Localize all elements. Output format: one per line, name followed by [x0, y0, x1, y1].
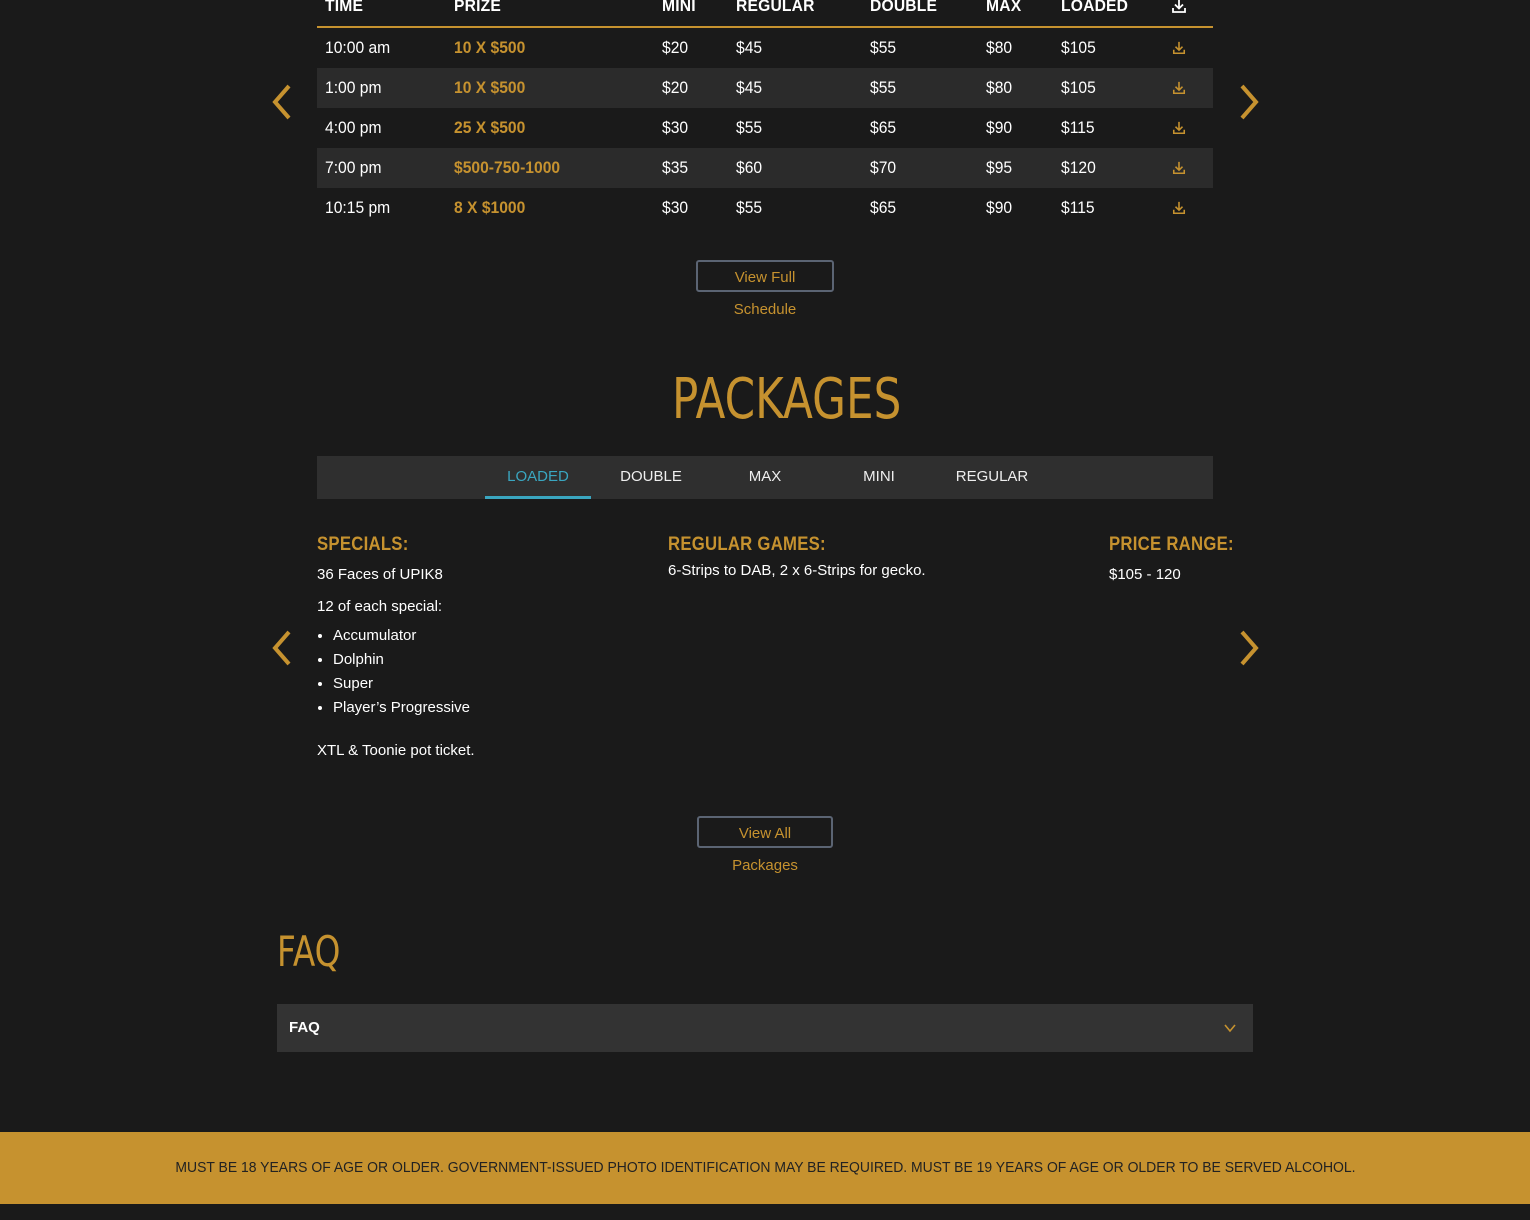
- download-icon[interactable]: [1171, 0, 1187, 14]
- price-range-heading: PRICE RANGE:: [1109, 534, 1234, 555]
- cell-mini: $20: [662, 78, 689, 97]
- table-row: [317, 108, 1213, 148]
- cell-regular: $45: [736, 78, 763, 97]
- specials-line-1: 36 Faces of UPIK8: [317, 566, 443, 583]
- header-regular: REGULAR: [736, 0, 815, 15]
- specials-heading: SPECIALS:: [317, 534, 409, 555]
- table-row: [317, 28, 1213, 68]
- tab-max[interactable]: MAX: [748, 468, 782, 485]
- cell-double: $65: [870, 118, 897, 137]
- cell-mini: $30: [662, 198, 689, 217]
- cell-prize: 10 X $500: [454, 38, 526, 57]
- cell-time: 1:00 pm: [325, 78, 382, 97]
- header-mini: MINI: [662, 0, 696, 15]
- tab-regular[interactable]: REGULAR: [955, 468, 1029, 485]
- download-icon[interactable]: [1172, 161, 1186, 175]
- download-icon[interactable]: [1172, 121, 1186, 135]
- cell-double: $55: [870, 78, 897, 97]
- list-item: • Accumulator: [333, 624, 470, 648]
- header-prize: PRIZE: [454, 0, 501, 15]
- cell-regular: $60: [736, 158, 763, 177]
- cell-regular: $55: [736, 198, 763, 217]
- list-item: • Player’s Progressive: [333, 696, 470, 720]
- cell-time: 4:00 pm: [325, 118, 382, 137]
- cell-prize: 10 X $500: [454, 78, 526, 97]
- cell-prize: $500-750-1000: [454, 158, 561, 177]
- cell-mini: $20: [662, 38, 689, 57]
- chevron-left-icon: [270, 629, 294, 667]
- cell-regular: $55: [736, 118, 763, 137]
- table-row: [317, 68, 1213, 108]
- header-loaded: LOADED: [1061, 0, 1129, 15]
- chevron-down-icon: [1223, 1021, 1237, 1035]
- cell-mini: $35: [662, 158, 689, 177]
- schedule-table: [317, 0, 1213, 228]
- cell-double: $55: [870, 38, 897, 57]
- cell-time: 10:00 am: [325, 38, 391, 57]
- schedule-prev-button[interactable]: [268, 82, 296, 122]
- packages-prev-button[interactable]: [268, 628, 296, 668]
- cell-loaded: $115: [1061, 198, 1095, 217]
- list-item: • Dolphin: [333, 648, 470, 672]
- regular-games-text: 6-Strips to DAB, 2 x 6-Strips for gecko.: [668, 562, 926, 579]
- tab-mini[interactable]: MINI: [863, 468, 895, 485]
- schedule-header-row: [317, 0, 1213, 28]
- packages-next-button[interactable]: [1235, 628, 1263, 668]
- cell-loaded: $105: [1061, 78, 1096, 97]
- table-row: [317, 188, 1213, 228]
- faq-accordion-item[interactable]: [277, 1004, 1253, 1052]
- disclaimer-text: MUST BE 18 YEARS OF AGE OR OLDER. GOVERNMENT-ISSUED PHOTO IDENTIFICATION MAY BE REQUIRED. MUST BE 19 YEARS OF AGE OR OLDER TO BE SERVED ALCOHOL.: [174, 1159, 1356, 1176]
- download-icon[interactable]: [1172, 201, 1186, 215]
- packages-title: PACKAGES: [672, 367, 902, 432]
- cell-mini: $30: [662, 118, 689, 137]
- specials-line-2: 12 of each special:: [317, 598, 443, 615]
- cell-time: 7:00 pm: [325, 158, 382, 177]
- faq-item-label: FAQ: [289, 1019, 320, 1036]
- cell-max: $80: [986, 38, 1013, 57]
- cell-max: $80: [986, 78, 1013, 97]
- faq-title: FAQ: [277, 927, 341, 976]
- chevron-left-icon: [270, 83, 294, 121]
- specials-line-3: XTL & Toonie pot ticket.: [317, 742, 475, 759]
- tab-loaded[interactable]: LOADED: [485, 456, 591, 499]
- cell-double: $65: [870, 198, 897, 217]
- tab-double[interactable]: DOUBLE: [620, 468, 682, 485]
- cell-prize: 25 X $500: [454, 118, 526, 137]
- chevron-right-icon: [1237, 629, 1261, 667]
- download-icon[interactable]: [1172, 41, 1186, 55]
- price-range-text: $105 - 120: [1109, 566, 1181, 583]
- list-item: • Super: [333, 672, 470, 696]
- chevron-right-icon: [1237, 83, 1261, 121]
- header-max: MAX: [986, 0, 1022, 15]
- specials-list: [317, 624, 470, 720]
- cell-max: $90: [986, 118, 1013, 137]
- cell-max: $90: [986, 198, 1013, 217]
- schedule-next-button[interactable]: [1235, 82, 1263, 122]
- regular-games-heading: REGULAR GAMES:: [668, 534, 826, 555]
- header-time: TIME: [325, 0, 364, 15]
- cell-loaded: $120: [1061, 158, 1096, 177]
- package-tabs: [317, 456, 1213, 499]
- cell-max: $95: [986, 158, 1013, 177]
- bottom-strip: [0, 1204, 1530, 1220]
- cell-time: 10:15 pm: [325, 198, 391, 217]
- cell-loaded: $105: [1061, 38, 1096, 57]
- cell-prize: 8 X $1000: [454, 198, 526, 217]
- cell-loaded: $115: [1061, 118, 1095, 137]
- cell-regular: $45: [736, 38, 763, 57]
- age-disclaimer-footer: [0, 1132, 1530, 1204]
- view-full-schedule-button[interactable]: View Full Schedule: [696, 260, 834, 292]
- cell-double: $70: [870, 158, 897, 177]
- download-icon[interactable]: [1172, 81, 1186, 95]
- table-row: [317, 148, 1213, 188]
- view-all-packages-button[interactable]: View All Packages: [697, 816, 833, 848]
- header-double: DOUBLE: [870, 0, 938, 15]
